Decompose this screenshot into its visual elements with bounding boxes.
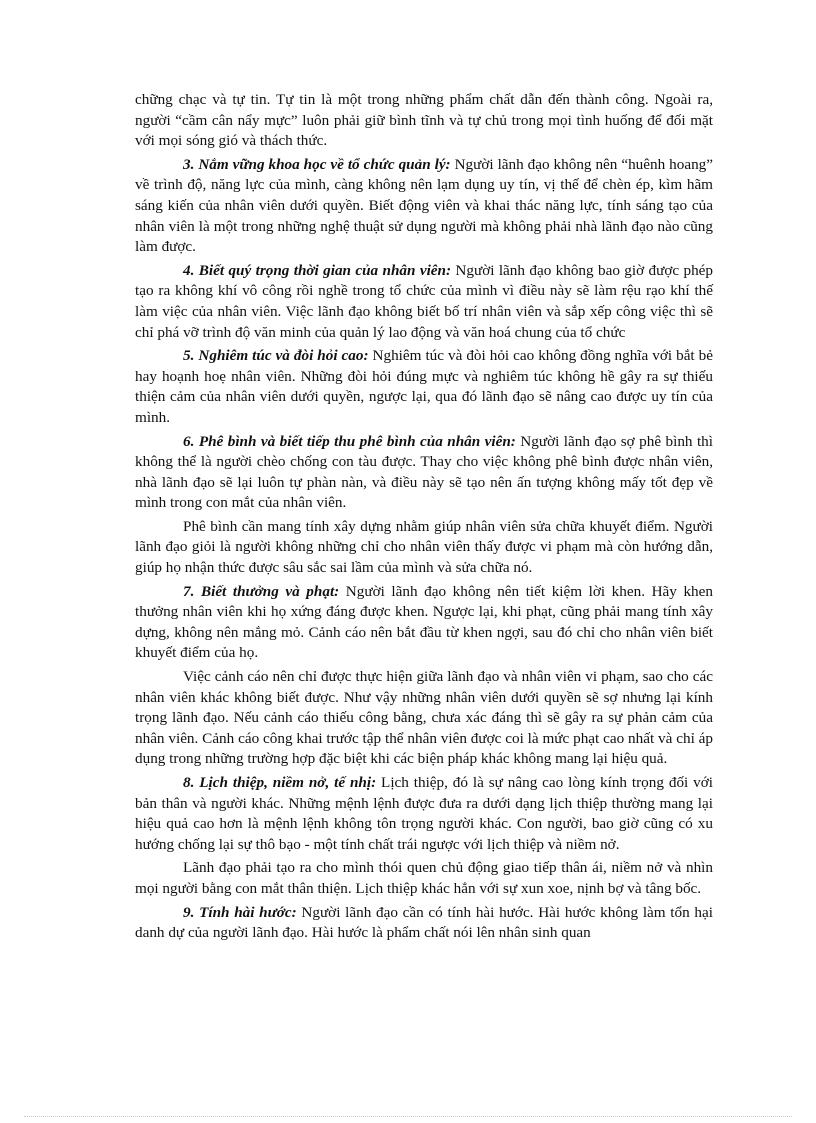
- document-page: [135, 90, 713, 947]
- paragraph-text: Người lãnh đạo cần có tính hài hước. Hài hước không làm tổn hại danh dự của người lãnh đạo. Hài hước là phẩm chất nói lên nhân sinh quan: [135, 903, 713, 942]
- paragraph: [135, 517, 713, 579]
- section-heading: 9. Tính hài hước:: [183, 903, 297, 921]
- section-heading: 4. Biết quý trọng thời gian của nhân viên:: [183, 261, 452, 279]
- section-5: [135, 346, 713, 428]
- paragraph: [135, 858, 713, 899]
- section-heading: 3. Nắm vững khoa học về tổ chức quản lý:: [183, 155, 451, 173]
- paragraph-text: Lịch thiệp, đó là sự nâng cao lòng kính trọng đối với bản thân và người khác. Những mệnh lệnh được đưa ra dưới dạng lịch thiệp thường mang lại hiệu quả cao hơn là mệnh lệnh không tôn trọng người khác. Con người, bao giờ cũng có xu hướng chống lại sự thô bạo - một tính chất trái ngược với lịch thiệp và niềm nở.: [135, 774, 713, 853]
- section-6: [135, 432, 713, 514]
- paragraph-text: Lãnh đạo phải tạo ra cho mình thói quen chủ động giao tiếp thân ái, niềm nở và nhìn mọi người bằng con mắt thân thiện. Lịch thiệp khác hẳn với sự xun xoe, nịnh bợ và tâng bốc.: [135, 859, 713, 897]
- section-7: [135, 582, 713, 664]
- paragraph-text: Người lãnh đạo không nên tiết kiệm lời khen. Hãy khen thưởng nhân viên khi họ xứng đáng được khen. Ngược lại, khi phạt, cũng phải mang tính xây dựng, không nên mắng mỏ. Cảnh cáo nên bắt đầu từ khen ngợi, sau đó chỉ cho nhân viên biết khuyết điểm của họ.: [135, 582, 713, 662]
- paragraph-text: Người lãnh đạo không bao giờ được phép tạo ra không khí vô công rồi nghề trong tổ chức của mình vì điều này sẽ làm rệu rạo khí thế làm việc của nhân viên. Việc lãnh đạo không biết bố trí nhân viên và sắp xếp công việc thì sẽ chỉ phá vỡ trình độ văn minh của quản lý lao động và văn hoá chung của tổ chức: [135, 261, 714, 341]
- section-8: [135, 773, 713, 855]
- paragraph-text: Người lãnh đạo không nên “huênh hoang” về trình độ, năng lực của mình, càng không nên lạm dụng uy tín, vị thế để chèn ép, kìm hãm sáng kiến của nhân viên dưới quyền. Biết động viên và khai thác năng lực, tính sáng tạo của nhân viên là một trong những nghệ thuật sử dụng người mà không phải nhà lãnh đạo nào cũng làm được.: [135, 155, 714, 256]
- section-heading: 5. Nghiêm túc và đòi hỏi cao:: [183, 347, 369, 365]
- paragraph-text: Người lãnh đạo sợ phê bình thì không thể là người chèo chống con tàu được. Thay cho việc không phê bình được nhân viên, nhà lãnh đạo sẽ lại luôn tự phàn nàn, và điều này sẽ tạo nên ấn tượng không mấy tốt đẹp về mình trong con mắt của nhân viên.: [135, 432, 713, 512]
- section-9: [135, 903, 713, 944]
- paragraph-text: Phê bình cần mang tính xây dựng nhằm giúp nhân viên sửa chữa khuyết điểm. Người lãnh đạo giỏi là người không những chỉ cho nhân viên thấy được vi phạm mà còn hướng dẫn, giúp họ nhận thức được sâu sắc sai lầm của mình và sửa chữa nó.: [135, 517, 713, 577]
- page-bottom-divider: [24, 1116, 792, 1117]
- paragraph-text: Nghiêm túc và đòi hỏi cao không đồng nghĩa với bắt bẻ hay hoạnh hoẹ nhân viên. Những đòi hỏi đúng mực và nghiêm túc không hề gây ra sự thiếu thiện cảm của nhân viên dưới quyền, ngược lại, qua đó lãnh đạo sẽ nâng cao được uy tín của mình.: [135, 347, 713, 426]
- section-heading: 7. Biết thưởng và phạt:: [183, 582, 340, 600]
- section-3: [135, 155, 713, 258]
- section-4: [135, 261, 713, 343]
- paragraph: [135, 667, 713, 770]
- section-heading: 8. Lịch thiệp, niềm nở, tế nhị:: [183, 774, 377, 791]
- section-heading: 6. Phê bình và biết tiếp thu phê bình của nhân viên:: [183, 432, 516, 450]
- paragraph-text: chững chạc và tự tin. Tự tin là một trong những phẩm chất dẫn đến thành công. Ngoài ra, người “cầm cân nẩy mực” luôn phải giữ bình tĩnh và tự chủ trong mọi tình huống để đối mặt với mọi sóng gió và thách thức.: [135, 91, 713, 150]
- paragraph-continuation: [135, 90, 713, 152]
- paragraph-text: Việc cảnh cáo nên chỉ được thực hiện giữa lãnh đạo và nhân viên vi phạm, sao cho các nhân viên khác không biết được. Như vậy những nhân viên dưới quyền sẽ sợ nhưng lại kính trọng lãnh đạo. Nếu cảnh cáo thiếu công bằng, chưa xác đáng thì sẽ gây ra sự phản cảm của nhân viên. Cảnh cáo công khai trước tập thể nhân viên được coi là mức phạt cao nhất và chỉ áp dụng trong những trường hợp đặc biệt khi các biện pháp khác không mang lại hiệu quả.: [135, 668, 713, 768]
